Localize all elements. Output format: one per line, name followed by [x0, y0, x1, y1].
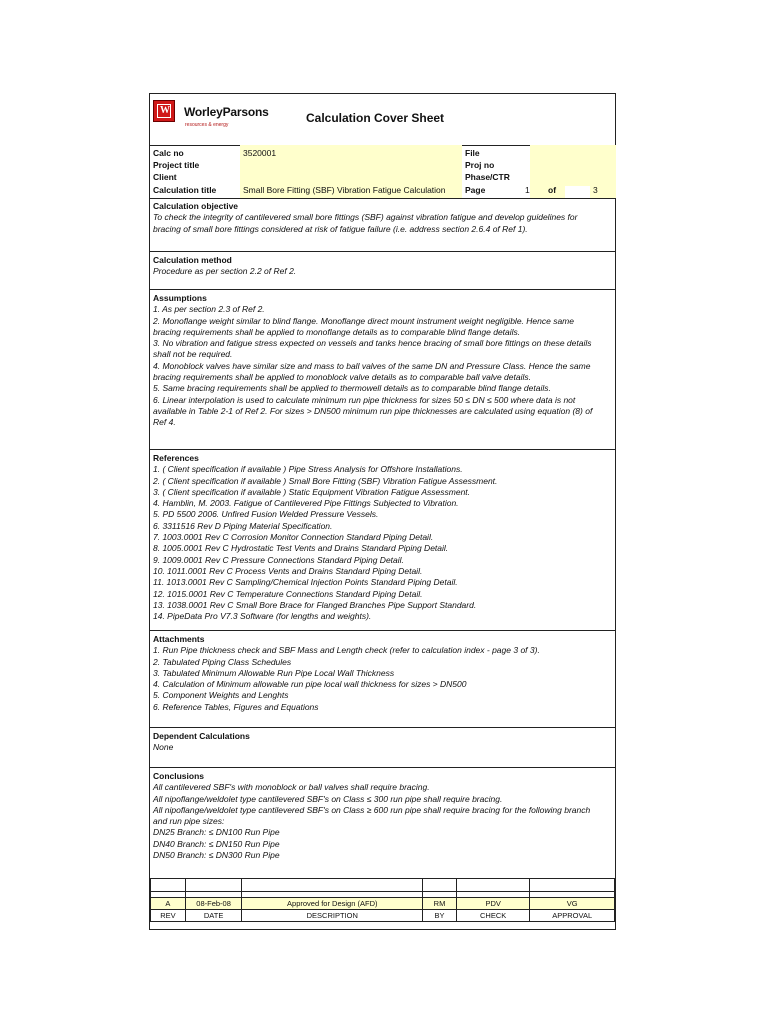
section-line: 2. Tabulated Piping Class Schedules — [153, 656, 292, 667]
section-line: None — [153, 742, 174, 753]
section-line: 5. PD 5500 2006. Unfired Fusion Welded Pressure Vessels. — [153, 509, 379, 520]
section-line: 6. Linear interpolation is used to calculate minimum run pipe thickness for sizes 50 ≤ DN ≤ 500 where data is not — [153, 394, 576, 405]
section-heading: Assumptions — [153, 293, 207, 303]
section-line: Procedure as per section 2.2 of Ref 2. — [153, 266, 297, 277]
section-line: 7. 1003.0001 Rev C Corrosion Monitor Connection Standard Piping Detail. — [153, 532, 434, 543]
calc-title-value: Small Bore Fitting (SBF) Vibration Fatigue Calculation — [243, 185, 446, 195]
section-line: 4. Monoblock valves have similar size and mass to ball valves of the same DN and Pressure Class. Hence the same — [153, 360, 591, 371]
check-header: CHECK — [456, 910, 530, 922]
dependent-calculations-section — [150, 728, 615, 768]
section-line: 1. As per section 2.3 of Ref 2. — [153, 304, 265, 315]
by-header: BY — [423, 910, 457, 922]
conclusions-section — [150, 768, 615, 878]
section-line: and run pipe sizes: — [153, 816, 225, 827]
check-cell: PDV — [456, 898, 530, 910]
section-line: All nipoflange/weldolet type cantilevered SBF's on Class ≤ 300 run pipe shall require bracing. — [153, 793, 503, 804]
section-line: available in Table 2-1 of Ref 2. For sizes > DN500 minimum run pipe thicknesses are calculated using equation (8) of — [153, 405, 593, 416]
section-line: All cantilevered SBF's with monoblock or ball valves shall require bracing. — [153, 782, 430, 793]
info-right-fill — [530, 145, 616, 186]
calc-no-value: 3520001 — [243, 148, 277, 158]
section-line: Ref 4. — [153, 417, 176, 428]
date-cell: 08-Feb-08 — [185, 898, 242, 910]
page-total: 3 — [593, 185, 598, 195]
section-line: 9. 1009.0001 Rev C Pressure Connections Standard Piping Detail. — [153, 554, 404, 565]
section-line: 2. Monoflange weight similar to blind flange. Monoflange direct mount instrument weight negligible. Hence same — [153, 315, 574, 326]
page-title: Calculation Cover Sheet — [306, 111, 445, 125]
section-line: 6. Reference Tables, Figures and Equations — [153, 701, 319, 712]
section-line: 1. ( Client specification if available ) Pipe Stress Analysis for Offshore Installations. — [153, 464, 463, 475]
page-number: 1 — [525, 185, 530, 195]
section-heading: Calculation objective — [153, 201, 239, 211]
section-line: 10. 1011.0001 Rev C Process Vents and Drains Standard Piping Detail. — [153, 565, 423, 576]
by-cell: RM — [423, 898, 457, 910]
section-line: bracing requirements shall be applied to monoflange details as to comparable blind flange details. — [153, 326, 521, 337]
of-label: of — [548, 185, 557, 195]
section-heading: Calculation method — [153, 255, 232, 265]
project-title-label: Project title — [153, 160, 200, 170]
objective-section — [150, 198, 615, 252]
rev-cell: A — [151, 898, 186, 910]
section-line: 11. 1013.0001 Rev C Sampling/Chemical Injection Points Standard Piping Detail. — [153, 577, 458, 588]
section-line: 2. ( Client specification if available ) Small Bore Fitting (SBF) Vibration Fatigue Assessment. — [153, 475, 498, 486]
rev-header: REV — [151, 910, 186, 922]
method-section — [150, 252, 615, 290]
file-label: File — [465, 148, 480, 158]
section-line: To check the integrity of cantilevered small bore fittings (SBF) against vibration fatigue and develop guidelines for — [153, 212, 578, 223]
section-line: 14. PipeData Pro V7.3 Software (for lengths and weights). — [153, 611, 372, 622]
section-line: 1. Run Pipe thickness check and SBF Mass and Length check (refer to calculation index - page 3 of 3). — [153, 645, 540, 656]
section-line: shall not be required. — [153, 349, 233, 360]
calc-no-label: Calc no — [153, 148, 184, 158]
date-header: DATE — [185, 910, 242, 922]
section-line: bracing of small bore fittings considered at risk of fatigue failure (i.e. address section 2.6.4 of Ref 1). — [153, 223, 528, 234]
section-line: 3. ( Client specification if available ) Static Equipment Vibration Fatigue Assessment. — [153, 486, 471, 497]
section-line: 12. 1015.0001 Rev C Temperature Connections Standard Piping Detail. — [153, 588, 423, 599]
revision-blank-row — [151, 879, 615, 892]
brand-name: WorleyParsons — [184, 105, 269, 119]
description-header: DESCRIPTION — [242, 910, 423, 922]
section-line: 13. 1038.0001 Rev C Small Bore Brace for Flanged Branches Pipe Support Standard. — [153, 599, 477, 610]
approval-cell: VG — [530, 898, 615, 910]
sheet-header — [150, 94, 615, 146]
section-line: 5. Component Weights and Lenghts — [153, 690, 289, 701]
client-label: Client — [153, 172, 177, 182]
calc-info-block — [150, 145, 615, 199]
worleyparsons-logo-icon: W — [153, 100, 175, 122]
section-line: DN50 Branch: ≤ DN300 Run Pipe — [153, 850, 280, 861]
revision-header-row — [151, 910, 615, 922]
brand-tagline: resources & energy — [185, 122, 229, 128]
calculation-cover-sheet — [149, 93, 616, 930]
section-line: 5. Same bracing requirements shall be applied to thermowell details as to comparable blind flange details. — [153, 383, 551, 394]
assumptions-section — [150, 290, 615, 450]
approval-header: APPROVAL — [530, 910, 615, 922]
section-line: 6. 3311516 Rev D Piping Material Specification. — [153, 520, 333, 531]
section-heading: Conclusions — [153, 771, 205, 781]
section-heading: References — [153, 453, 199, 463]
description-cell: Approved for Design (AFD) — [242, 898, 423, 910]
section-line: All nipoflange/weldolet type cantilevered SBF's on Class ≥ 600 run pipe shall require bracing for the following branch — [153, 804, 591, 815]
section-line: DN25 Branch: ≤ DN100 Run Pipe — [153, 827, 280, 838]
section-line: 8. 1005.0001 Rev C Hydrostatic Test Vents and Drains Standard Piping Detail. — [153, 543, 449, 554]
revision-table — [150, 878, 615, 922]
section-line: DN40 Branch: ≤ DN150 Run Pipe — [153, 838, 280, 849]
section-line: bracing requirements shall be applied to monoblock valve details as to comparable ball valve details. — [153, 372, 531, 383]
proj-no-label: Proj no — [465, 160, 495, 170]
phase-label: Phase/CTR — [465, 172, 510, 182]
section-line: 3. Tabulated Minimum Allowable Run Pipe Local Wall Thickness — [153, 667, 395, 678]
attachments-section — [150, 631, 615, 728]
section-line: 3. No vibration and fatigue stress expected on vessels and tanks hence bracing of small bore fittings on these details — [153, 338, 592, 349]
calc-title-label: Calculation title — [153, 185, 217, 195]
references-section — [150, 450, 615, 631]
section-heading: Attachments — [153, 634, 205, 644]
section-heading: Dependent Calculations — [153, 731, 250, 741]
section-line: 4. Hamblin, M. 2003. Fatigue of Cantilevered Pipe Fittings Subjected to Vibration. — [153, 498, 459, 509]
revision-row — [151, 898, 615, 910]
section-line: 4. Calculation of Minimum allowable run pipe local wall thickness for sizes > DN500 — [153, 679, 467, 690]
page-label: Page — [465, 185, 486, 195]
